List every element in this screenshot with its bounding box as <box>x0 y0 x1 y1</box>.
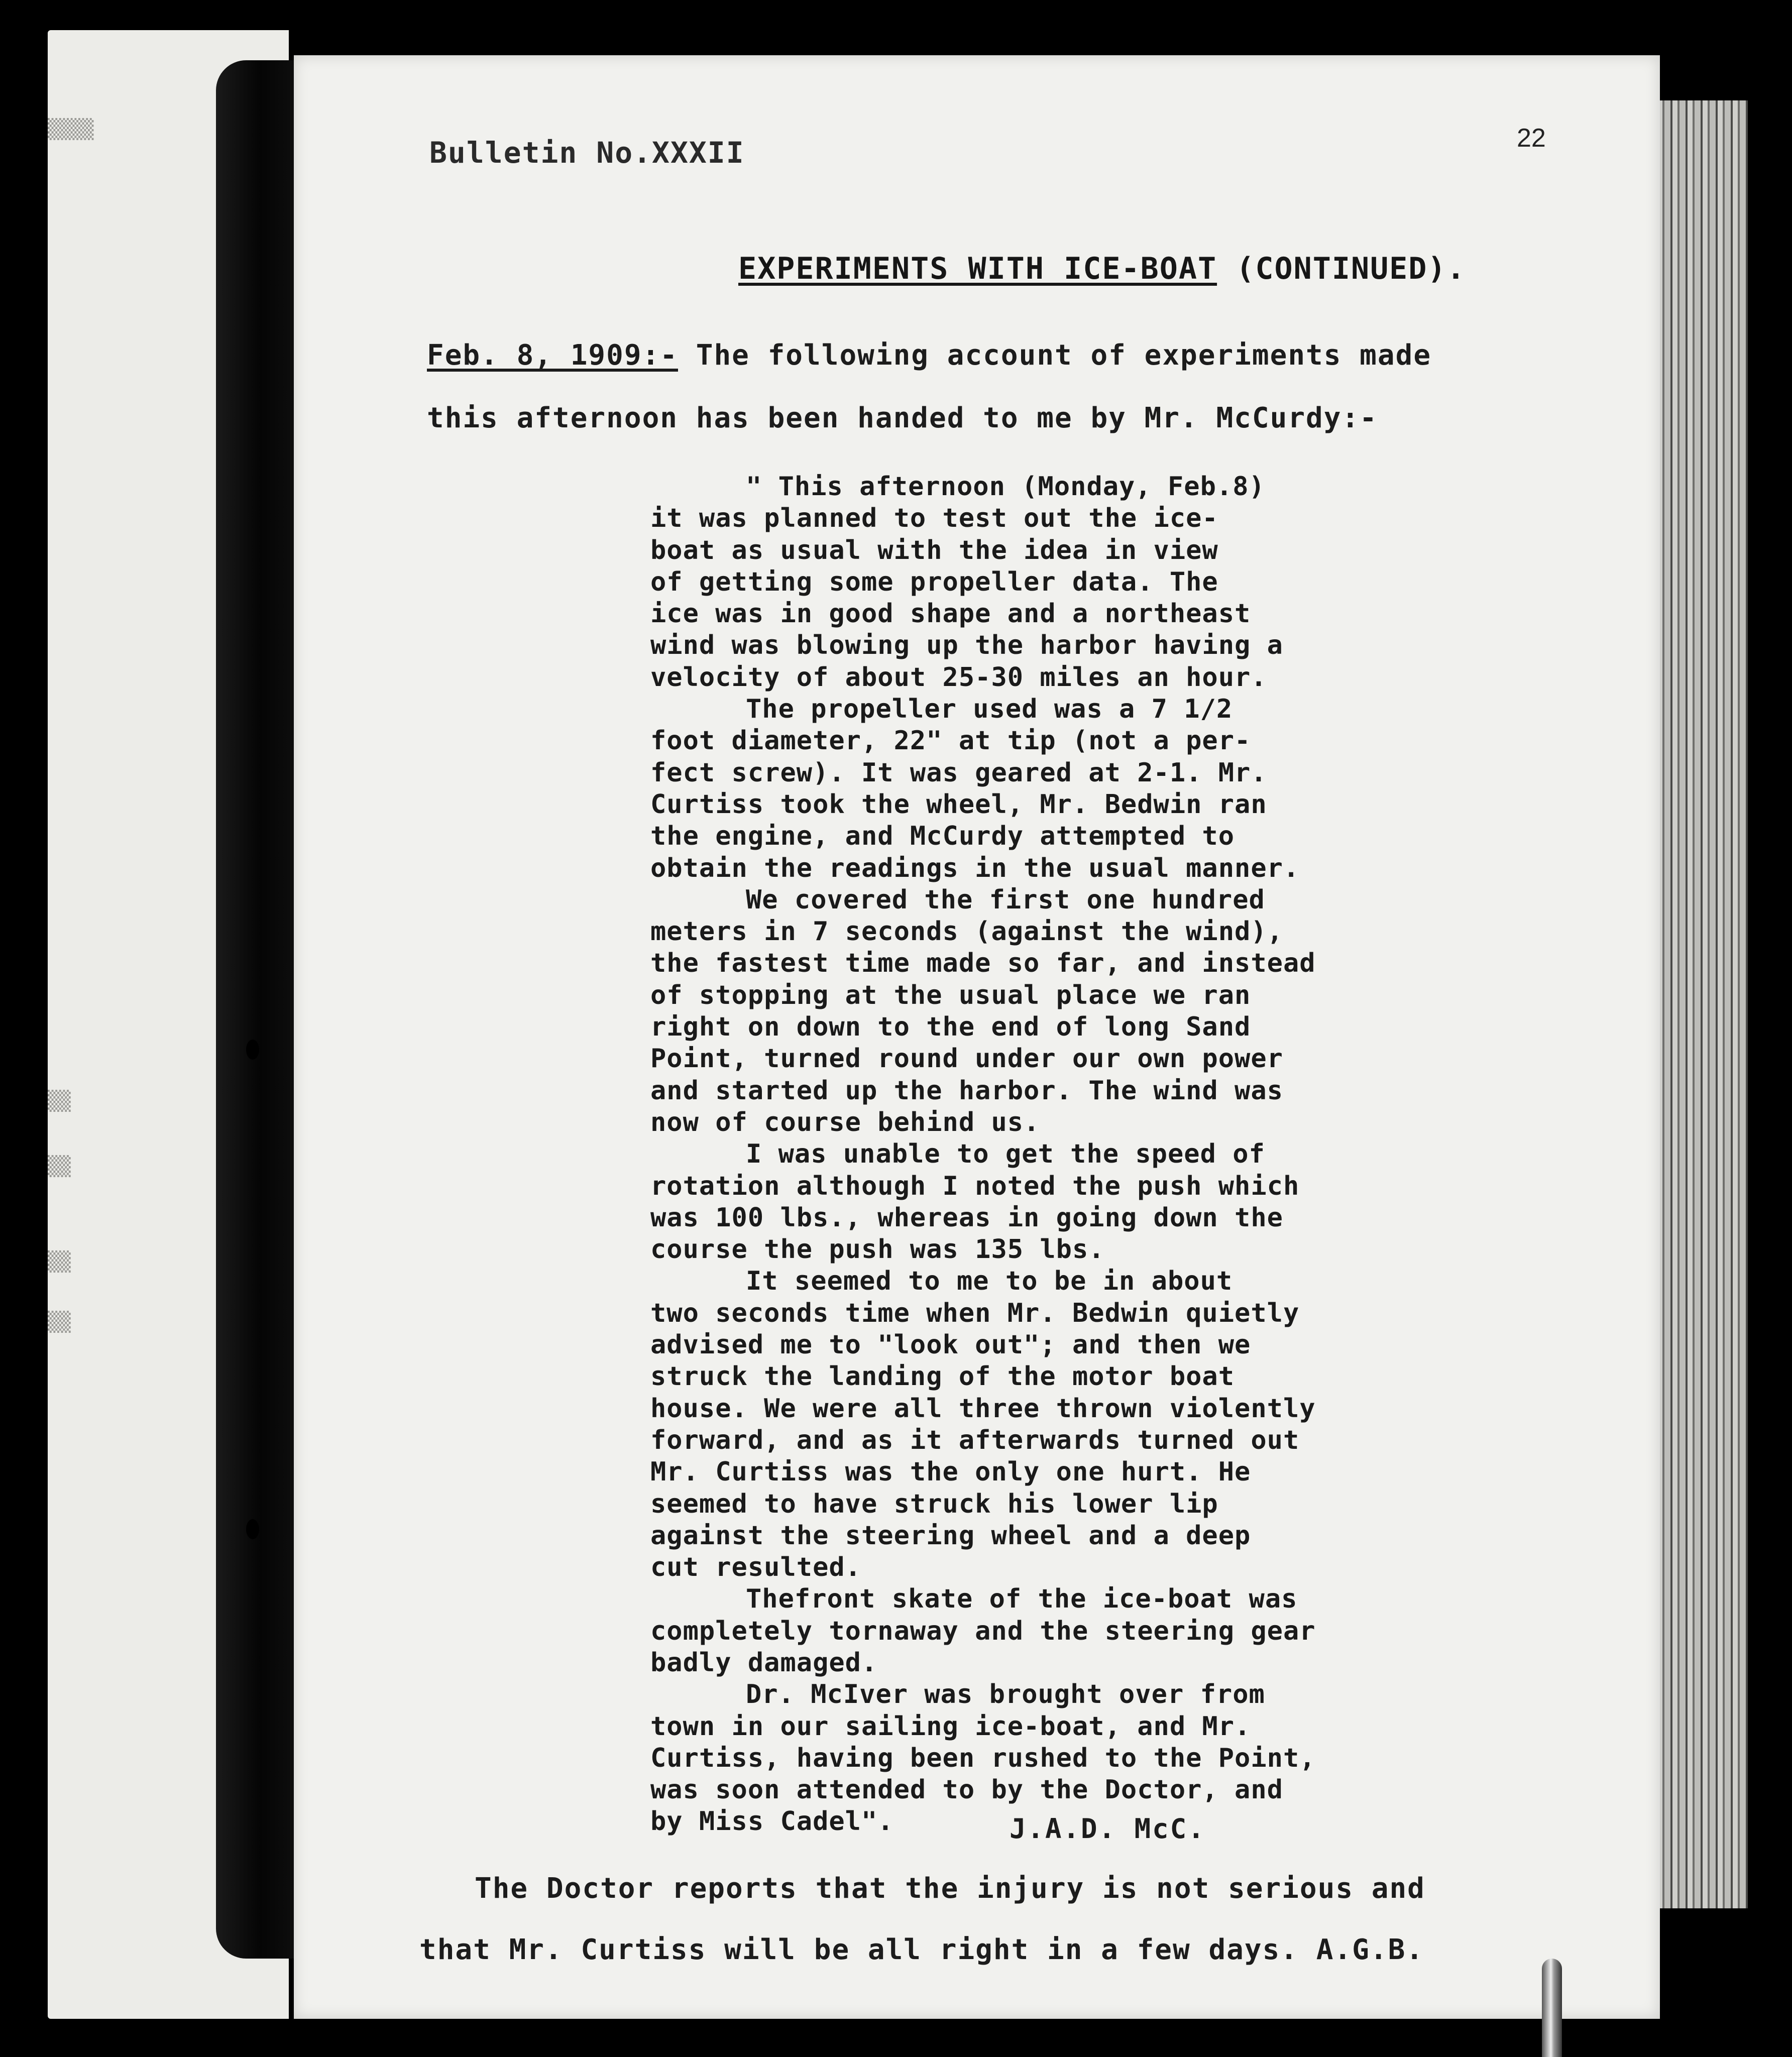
facing-page-ghost-text: ▒▒ <box>48 1250 71 1273</box>
quote-line: town in our sailing ice-boat, and Mr. <box>650 1711 1251 1742</box>
heading-suffix: (CONTINUED). <box>1217 251 1466 286</box>
quote-line: Point, turned round under our own power <box>650 1044 1283 1074</box>
pen-tip <box>1542 1959 1562 2057</box>
facing-page-ghost-text: ▒▒ <box>48 1090 71 1112</box>
quote-line: Mr. Curtiss was the only one hurt. He <box>650 1457 1251 1488</box>
quote-line: of getting some propeller data. The <box>650 566 1218 597</box>
quote-line: of stopping at the usual place we ran <box>650 980 1251 1010</box>
binding-hole <box>246 1040 259 1060</box>
quote-line: badly damaged. <box>650 1647 878 1678</box>
quote-line: struck the landing of the motor boat <box>650 1361 1235 1392</box>
facing-page-ghost-text: ▒▒▒▒ <box>48 118 94 140</box>
quote-line: advised me to "look out"; and then we <box>650 1330 1251 1360</box>
page-edges <box>1657 100 1748 1908</box>
entry-date: Feb. 8, 1909:- <box>427 339 679 372</box>
quote-line: against the steering wheel and a deep <box>650 1520 1251 1551</box>
quote-line: it was planned to test out the ice- <box>650 503 1218 534</box>
quote-line: The propeller used was a 7 1/2 <box>746 694 1233 725</box>
page-heading <box>738 251 1466 286</box>
intro-line-2: this afternoon has been handed to me by Mr. McCurdy:- <box>427 402 1378 434</box>
quote-line: course the push was 135 lbs. <box>650 1234 1105 1265</box>
quote-line: wind was blowing up the harbor having a <box>650 630 1283 661</box>
facing-page-ghost-text: ▒▒ <box>48 1155 71 1177</box>
quote-line: fect screw). It was geared at 2-1. Mr. <box>650 757 1267 788</box>
intro-line-1 <box>427 339 1431 372</box>
quote-line: cut resulted. <box>650 1552 861 1583</box>
quote-line: boat as usual with the idea in view <box>650 535 1218 565</box>
quote-line: by Miss Cadel". <box>650 1806 894 1837</box>
quote-line: ice was in good shape and a northeast <box>650 599 1251 629</box>
quote-line: Thefront skate of the ice-boat was <box>746 1584 1298 1615</box>
quote-line: It seemed to me to be in about <box>746 1266 1233 1297</box>
page-number: 22 <box>1517 124 1546 153</box>
bulletin-number: Bulletin No.XXXII <box>429 136 745 170</box>
quote-line: Curtiss took the wheel, Mr. Bedwin ran <box>650 789 1267 820</box>
quote-line: I was unable to get the speed of <box>746 1139 1265 1170</box>
quote-line: rotation although I noted the push which <box>650 1171 1300 1201</box>
quote-line: forward, and as it afterwards turned out <box>650 1425 1300 1455</box>
quote-line: meters in 7 seconds (against the wind), <box>650 917 1283 947</box>
quote-line: the engine, and McCurdy attempted to <box>650 821 1235 852</box>
closing-line-1: The Doctor reports that the injury is not serious and <box>475 1872 1425 1905</box>
binding-hole <box>246 1519 259 1539</box>
closing-line-2: that Mr. Curtiss will be all right in a few days. A.G.B. <box>419 1933 1424 1966</box>
quoted-account <box>650 471 1464 1838</box>
quote-line: velocity of about 25-30 miles an hour. <box>650 662 1267 693</box>
quote-line: two seconds time when Mr. Bedwin quietly <box>650 1298 1300 1328</box>
quote-line: obtain the readings in the usual manner. <box>650 853 1300 883</box>
quote-line: and started up the harbor. The wind was <box>650 1075 1283 1106</box>
quote-line: foot diameter, 22" at tip (not a per- <box>650 726 1251 756</box>
quote-line: We covered the first one hundred <box>746 884 1265 915</box>
quote-line: Curtiss, having been rushed to the Point, <box>650 1743 1316 1773</box>
quote-line: completely tornaway and the steering gear <box>650 1616 1316 1646</box>
quote-line: the fastest time made so far, and instead <box>650 948 1316 979</box>
quote-line: was soon attended to by the Doctor, and <box>650 1775 1283 1805</box>
quote-line: was 100 lbs., whereas in going down the <box>650 1202 1283 1233</box>
heading-main: EXPERIMENTS WITH ICE-BOAT <box>738 251 1217 286</box>
signature-initials: J.A.D. McC. <box>1010 1813 1206 1845</box>
quote-line: right on down to the end of long Sand <box>650 1012 1251 1043</box>
quote-line: seemed to have struck his lower lip <box>650 1489 1218 1519</box>
intro-text: The following account of experiments made <box>678 339 1432 372</box>
quote-line: Dr. McIver was brought over from <box>746 1679 1265 1710</box>
facing-page-ghost-text: ▒▒ <box>48 1311 71 1333</box>
quote-line: now of course behind us. <box>650 1107 1040 1137</box>
quote-line: " This afternoon (Monday, Feb.8) <box>746 472 1265 502</box>
quote-line: house. We were all three thrown violently <box>650 1393 1316 1424</box>
